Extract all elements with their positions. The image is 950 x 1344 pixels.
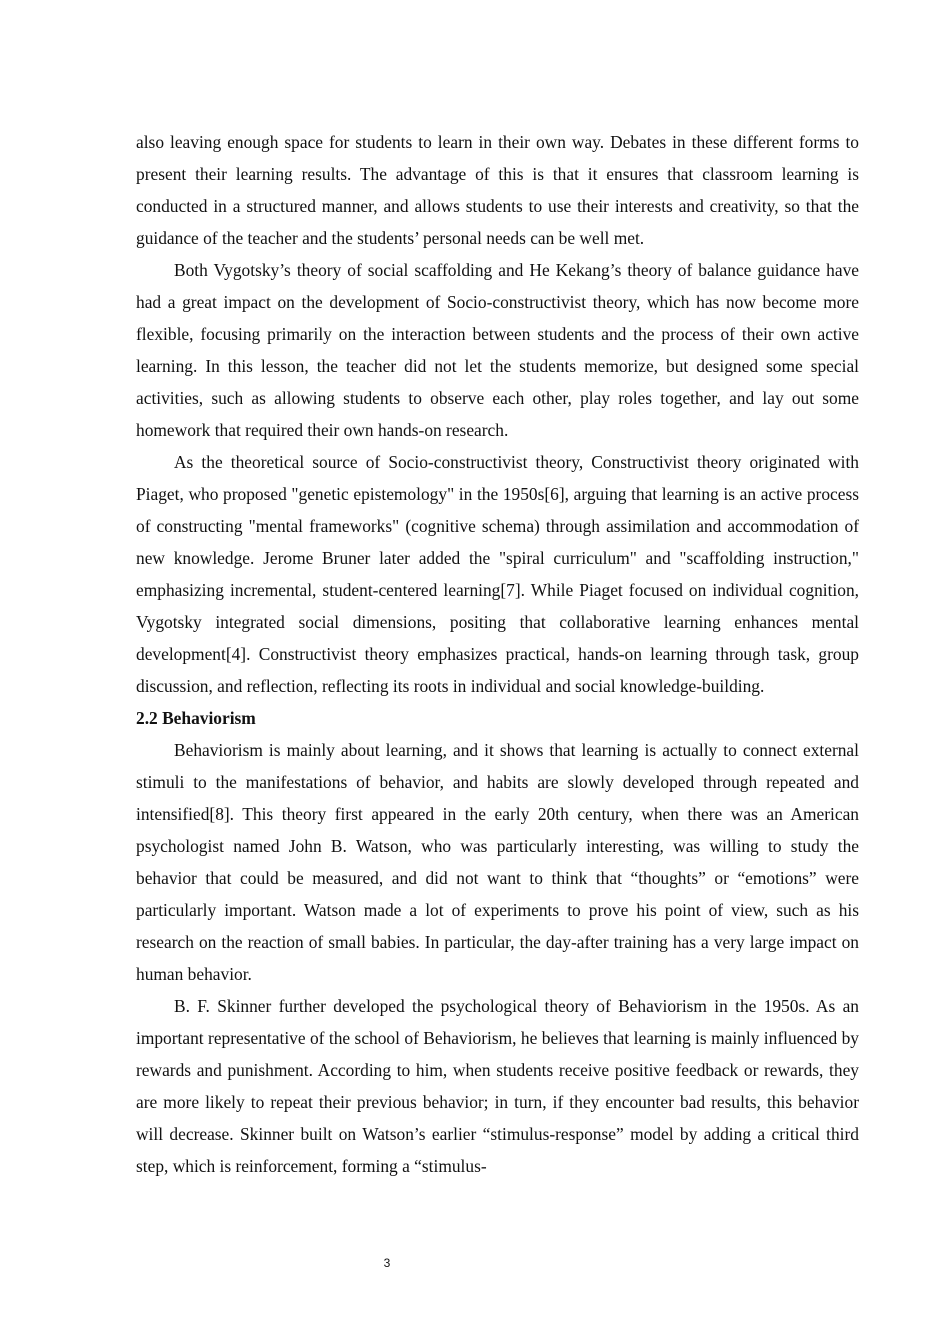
paragraph-behaviorism-watson: Behaviorism is mainly about learning, and it shows that learning is actually to connect external stimuli to the manifestations of behavior, and habits are slowly developed through repeated and intensified[8]. This theory first appeared in the early 20th century, when there was an American psychologist named John B. Watson, who was particularly interesting, was willing to study the behavior that could be measured, and did not want to think that “thoughts” or “emotions” were particularly important. Watson made a lot of experiments to prove his point of view, such as his research on the reaction of small babies. In particular, the day-after training has a very large impact on human behavior. bbox=[136, 740, 859, 984]
paragraph-constructivist-theory: As the theoretical source of Socio-constructivist theory, Constructivist theory originated with Piaget, who proposed "genetic epistemology" in the 1950s[6], arguing that learning is an active process of constructing "mental frameworks" (cognitive schema) through assimilation and accommodation of new knowledge. Jerome Bruner later added the "spiral curriculum" and "scaffolding instruction," emphasizing incremental, student-centered learning[7]. While Piaget focused on individual cognition, Vygotsky integrated social dimensions, positing that collaborative learning enhances mental development[4]. Constructivist theory emphasizes practical, hands-on learning through task, group discussion, and reflection, reflecting its roots in individual and social knowledge-building. bbox=[136, 452, 859, 696]
page-number: 3 bbox=[383, 1256, 391, 1270]
paragraph-continuation: also leaving enough space for students to learn in their own way. Debates in these different forms to present their learning results. The advantage of this is that it ensures that classroom learning is conducted in a structured manner, and allows students to use their interests and creativity, so that the guidance of the teacher and the students’ personal needs can be well met. bbox=[136, 132, 859, 248]
section-heading-behaviorism: 2.2 Behaviorism bbox=[136, 708, 256, 728]
page-content bbox=[136, 126, 859, 1182]
paragraph-vygotsky-hekang: Both Vygotsky’s theory of social scaffolding and He Kekang’s theory of balance guidance have had a great impact on the development of Socio-constructivist theory, which has now become more flexible, focusing primarily on the interaction between students and the process of their own active learning. In this lesson, the teacher did not let the students memorize, but designed some special activities, such as allowing students to observe each other, play roles together, and lay out some homework that required their own hands-on research. bbox=[136, 260, 859, 440]
paragraph-behaviorism-skinner: B. F. Skinner further developed the psychological theory of Behaviorism in the 1950s. As an important representative of the school of Behaviorism, he believes that learning is mainly influenced by rewards and punishment. According to him, when students receive positive feedback or rewards, they are more likely to repeat their previous behavior; in turn, if they encounter bad results, this behavior will decrease. Skinner built on Watson’s earlier “stimulus-response” model by adding a critical third step, which is reinforcement, forming a “stimulus- bbox=[136, 996, 859, 1176]
